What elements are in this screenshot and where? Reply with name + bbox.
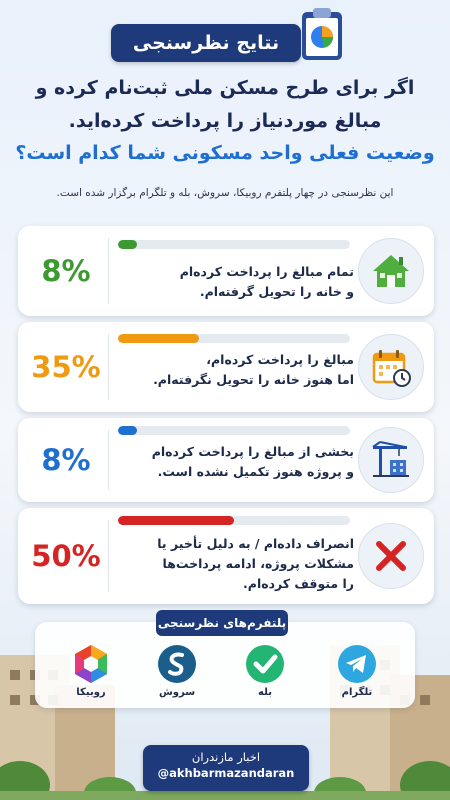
platform-label: روبیکا: [76, 687, 106, 698]
platform-label: سروش: [158, 687, 196, 698]
card-divider: [108, 430, 109, 490]
result-card-4: [18, 508, 434, 604]
footer-badge: [143, 745, 309, 791]
result-card-2: [18, 322, 434, 412]
headline-line-1: اگر برای طرح مسکن ملی ثبت‌نام کرده و: [35, 77, 415, 99]
result-percent-1: 8%: [41, 254, 91, 288]
result-text-3: [118, 442, 354, 482]
headline: [20, 72, 430, 138]
platform-label: تلگرام: [341, 687, 373, 698]
platform-soroush: [147, 644, 207, 698]
telegram-icon: [337, 644, 377, 684]
result-card-3: [18, 418, 434, 502]
result-text-4: [118, 534, 354, 594]
result-text-line: و خانه را تحویل گرفته‌ام.: [199, 284, 354, 299]
result-text-line: مشکلات پروژه، ادامه پرداخت‌ها: [162, 556, 354, 571]
crane-icon: [358, 427, 424, 493]
result-text-line: مبالغ را پرداخت کرده‌ام،: [206, 352, 354, 367]
soroush-icon: [157, 644, 197, 684]
result-text-line: بخشی از مبالغ را پرداخت کرده‌ام: [151, 444, 354, 459]
platforms-title: پلتفرم‌های نظرسنجی: [156, 610, 288, 636]
result-bar-track-3: [118, 426, 350, 435]
platform-bale: [235, 644, 295, 698]
house-icon: [358, 238, 424, 304]
result-text-1: [118, 262, 354, 302]
result-text-line: را متوقف کرده‌ام.: [243, 576, 354, 591]
footer-name: اخبار مازندران: [191, 750, 261, 764]
result-text-2: [118, 350, 354, 390]
platform-telegram: [327, 644, 387, 698]
result-bar-3: [118, 426, 137, 435]
result-text-line: اما هنوز خانه را تحویل نگرفته‌ام.: [153, 372, 354, 387]
result-bar-track-2: [118, 334, 350, 343]
result-text-line: و پروژه هنوز تکمیل نشده است.: [157, 464, 354, 479]
result-bar-track-4: [118, 516, 350, 525]
headline-line-2: مبالغ موردنیاز را پرداخت کرده‌اید.: [68, 110, 382, 132]
footer-handle: @akhbarmazandaran: [157, 766, 295, 780]
result-bar-1: [118, 240, 137, 249]
card-divider: [108, 334, 109, 400]
survey-question: وضعیت فعلی واحد مسکونی شما کدام است؟: [15, 142, 435, 164]
survey-note: این نظرسنجی در چهار پلتفرم روبیکا، سروش، بله و تلگرام برگزار شده است.: [56, 187, 394, 199]
clipboard-chart-icon: [298, 6, 346, 62]
rubika-icon: [71, 644, 111, 684]
cancel-x-icon: [358, 523, 424, 589]
result-bar-track-1: [118, 240, 350, 249]
result-percent-4: 50%: [31, 539, 101, 573]
result-text-line: تمام مبالغ را پرداخت کرده‌ام: [179, 264, 354, 279]
result-card-1: [18, 226, 434, 316]
result-text-line: انصراف داده‌ام / به دلیل تأخیر یا: [157, 536, 354, 551]
calendar-clock-icon: [358, 334, 424, 400]
platform-rubika: [61, 644, 121, 698]
platform-label: بله: [258, 687, 272, 698]
result-bar-2: [118, 334, 199, 343]
page-title: نتایج نظرسنجی: [111, 24, 301, 62]
card-divider: [108, 520, 109, 592]
result-bar-4: [118, 516, 234, 525]
bale-icon: [245, 644, 285, 684]
result-percent-3: 8%: [41, 443, 91, 477]
result-percent-2: 35%: [31, 350, 101, 384]
card-divider: [108, 238, 109, 304]
